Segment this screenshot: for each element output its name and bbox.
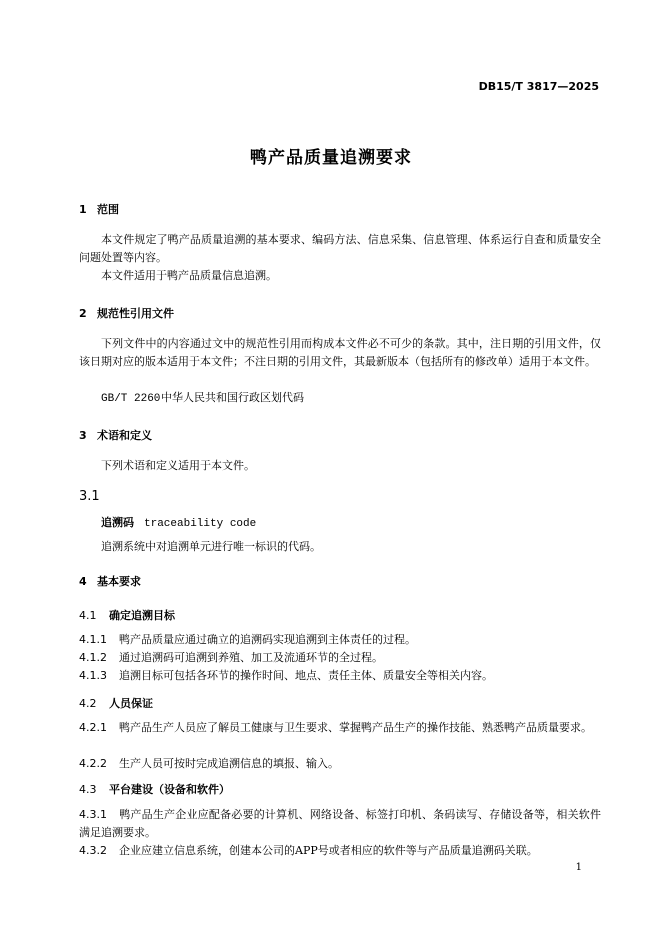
- clause-number: 4.1.3: [79, 669, 107, 682]
- section-title: 规范性引用文件: [97, 307, 174, 320]
- subsection-title: 平台建设（设备和软件）: [109, 783, 230, 796]
- subsection-4-1-heading: [79, 607, 175, 623]
- section-4-heading: [79, 573, 141, 589]
- term-number: 3.1: [79, 489, 100, 504]
- section-number: 1: [79, 203, 87, 216]
- section-1-paragraph-1: 本文件规定了鸭产品质量追溯的基本要求、编码方法、信息采集、信息管理、体系运行自查和质量安全问题处置等内容。: [79, 233, 601, 264]
- clause-number: 4.2.2: [79, 757, 107, 770]
- clause-4-3-2: [79, 842, 601, 860]
- section-title: 范围: [97, 203, 119, 216]
- clause-4-1-1: [79, 631, 601, 649]
- clause-number: 4.2.1: [79, 721, 107, 734]
- section-number: 3: [79, 429, 87, 442]
- reference-title: 中华人民共和国行政区划代码: [161, 391, 304, 404]
- document-title: 鸭产品质量追溯要求: [250, 148, 412, 168]
- standard-number: DB15/T 3817—2025: [478, 80, 599, 93]
- clause-4-3-1: [79, 806, 601, 842]
- section-title: 基本要求: [97, 575, 141, 588]
- subsection-title: 人员保证: [109, 697, 153, 710]
- subsection-number: 4.3: [79, 783, 97, 796]
- clause-text: 企业应建立信息系统，创建本公司的APP号或者相应的软件等与产品质量追溯码关联。: [119, 844, 538, 857]
- clause-4-1-3: [79, 667, 601, 685]
- clause-4-2-2: [79, 755, 601, 773]
- term-english: traceability code: [144, 518, 257, 530]
- section-number: 2: [79, 307, 87, 320]
- clause-4-2-1: [79, 719, 601, 737]
- clause-text: 鸭产品生产人员应了解员工健康与卫生要求、掌握鸭产品生产的操作技能、熟悉鸭产品质量要求。: [119, 721, 592, 734]
- term-entry: [101, 514, 256, 530]
- page-number: 1: [575, 862, 582, 873]
- subsection-number: 4.1: [79, 609, 97, 622]
- clause-text: 通过追溯码可追溯到养殖、加工及流通环节的全过程。: [119, 651, 383, 664]
- clause-text: 生产人员可按时完成追溯信息的填报、输入。: [119, 757, 339, 770]
- section-1-paragraph-2: 本文件适用于鸭产品质量信息追溯。: [101, 269, 277, 282]
- subsection-4-2-heading: [79, 695, 153, 711]
- clause-number: 4.1.1: [79, 633, 107, 646]
- section-number: 4: [79, 575, 87, 588]
- term-definition: 追溯系统中对追溯单元进行唯一标识的代码。: [101, 540, 321, 553]
- clause-number: 4.1.2: [79, 651, 107, 664]
- section-3-heading: [79, 427, 152, 443]
- clause-text: 鸭产品质量应通过确立的追溯码实现追溯到主体责任的过程。: [119, 633, 416, 646]
- section-2-paragraph-1: 下列文件中的内容通过文中的规范性引用而构成本文件必不可少的条款。其中，注日期的引用文件，仅该日期对应的版本适用于本文件；不注日期的引用文件，其最新版本（包括所有的修改单）适用于本文件。: [79, 337, 601, 368]
- clause-text: 鸭产品生产企业应配备必要的计算机、网络设备、标签打印机、条码读写、存储设备等，相关软件满足追溯要求。: [79, 808, 601, 839]
- section-1-heading: [79, 201, 119, 217]
- clause-number: 4.3.1: [79, 808, 107, 821]
- section-3-paragraph-1: 下列术语和定义适用于本文件。: [101, 459, 255, 472]
- subsection-number: 4.2: [79, 697, 97, 710]
- section-2-heading: [79, 305, 174, 321]
- subsection-4-3-heading: [79, 781, 230, 797]
- clause-text: 追溯目标可包括各环节的操作时间、地点、责任主体、质量安全等相关内容。: [119, 669, 493, 682]
- term-chinese: 追溯码: [101, 516, 134, 529]
- section-title: 术语和定义: [97, 429, 152, 442]
- clause-number: 4.3.2: [79, 844, 107, 857]
- normative-reference: [101, 389, 304, 405]
- subsection-title: 确定追溯目标: [109, 609, 175, 622]
- clause-4-1-2: [79, 649, 601, 667]
- reference-code: GB/T 2260: [101, 393, 161, 405]
